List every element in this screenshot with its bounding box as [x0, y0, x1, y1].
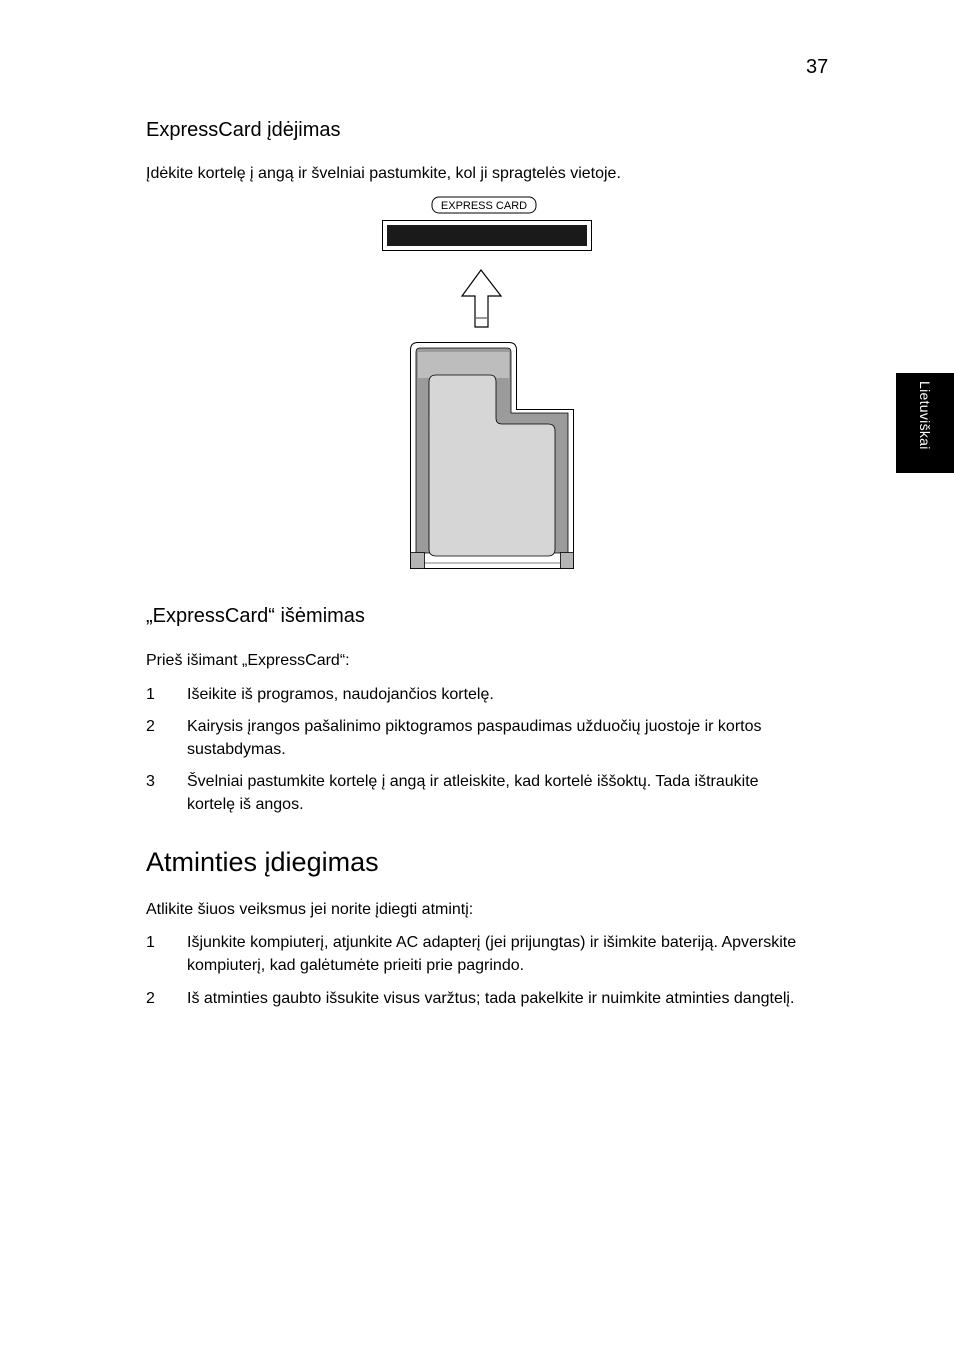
- remove-step-2-text: Kairysis įrangos pašalinimo piktogramos paspaudimas užduočių juostoje ir kortos sustabdymas.: [187, 718, 762, 758]
- memory-section-intro: Atlikite šiuos veiksmus jei norite įdiegti atmintį:: [146, 901, 474, 918]
- remove-step-1-number: 1: [146, 686, 155, 703]
- arrow-up-icon: [462, 270, 501, 327]
- memory-step-2-text: Iš atminties gaubto išsukite visus varžtus; tada pakelkite ir nuimkite atminties dangtelį.: [187, 990, 795, 1007]
- memory-step-1-text: Išjunkite kompiuterį, atjunkite AC adapterį (jei prijungtas) ir išimkite bateriją. Apverskite kompiuterį, kad galėtumėte prieiti prie pagrindo.: [187, 934, 797, 974]
- remove-step-3-text: Švelniai pastumkite kortelę į angą ir atleiskite, kad kortelė iššoktų. Tada ištraukite kortelę iš angos.: [187, 773, 759, 813]
- remove-section-title: „ExpressCard“ išėmimas: [146, 605, 365, 627]
- slot-label-text: EXPRESS CARD: [440, 200, 528, 212]
- page-number: 37: [806, 56, 829, 78]
- remove-step-3-number: 3: [146, 773, 155, 790]
- remove-section-intro: Prieš išimant „ExpressCard“:: [146, 652, 350, 669]
- expresscard-slot: [383, 221, 592, 251]
- memory-section-title: Atminties įdiegimas: [146, 847, 379, 877]
- slot-label-badge: [432, 197, 536, 213]
- insert-section-body: Įdėkite kortelę į angą ir švelniai pastumkite, kol ji spragtelės vietoje.: [146, 165, 621, 182]
- remove-step-2-number: 2: [146, 718, 155, 735]
- remove-step-1-text: Išeikite iš programos, naudojančios kortelę.: [187, 686, 494, 703]
- memory-step-2-number: 2: [146, 990, 155, 1007]
- memory-step-1-number: 1: [146, 934, 155, 951]
- expresscard-card: [411, 343, 574, 569]
- insert-section-title: ExpressCard įdėjimas: [146, 119, 341, 141]
- language-tab-label: Lietuviškai: [917, 381, 933, 450]
